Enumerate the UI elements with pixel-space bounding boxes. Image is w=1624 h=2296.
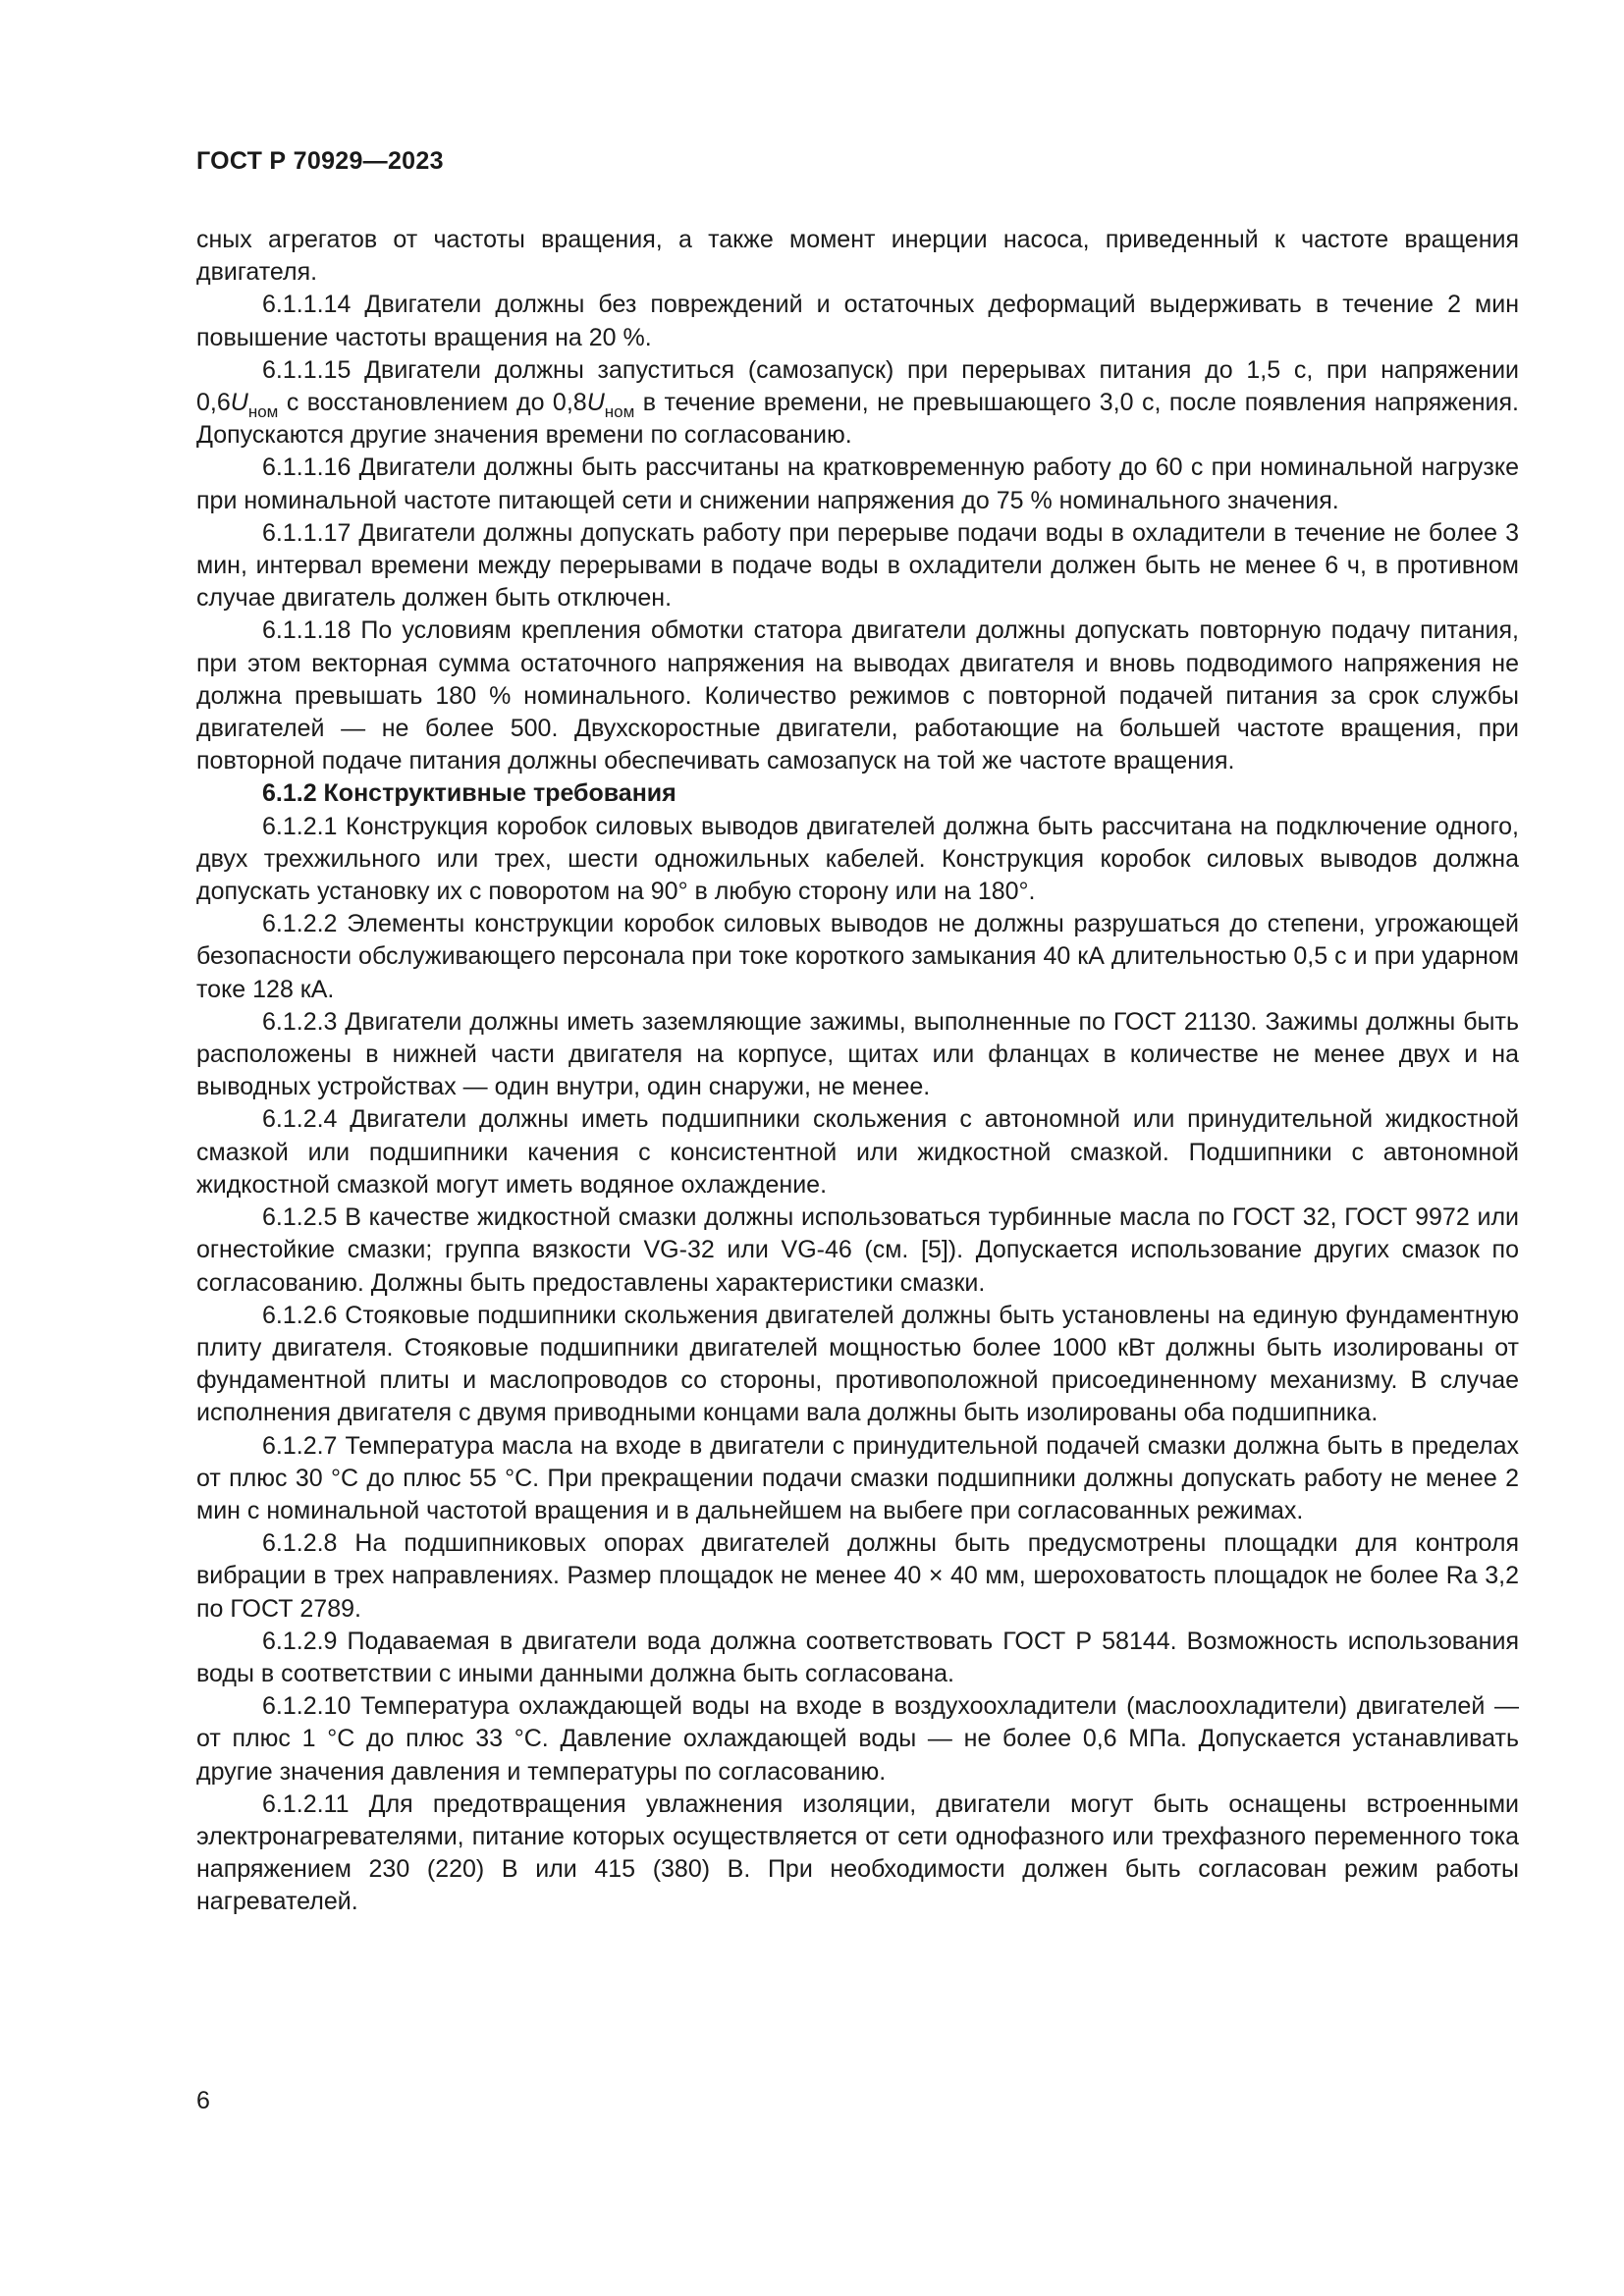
- nominal-subscript: ном: [604, 402, 635, 422]
- document-body: [196, 224, 1519, 1919]
- paragraph-6-1-1-15-part1: 6.1.1.15 Двигатели должны запуститься (самозапуск) при перерывах питания до 1,5 с, при напряжении 0,6: [196, 355, 1519, 417]
- voltage-symbol: U: [586, 389, 605, 417]
- paragraph-6-1-2-10: 6.1.2.10 Температура охлаждающей воды на входе в воздухоохладители (маслоохладители) двигателей — от плюс 1 °С до плюс 33 °С. Давление охлаждающей воды — не более 0,6 МПа. Допускается устанавливать другие значения давления и температуры по согласованию.: [196, 1692, 1519, 1786]
- paragraph-6-1-2-2: 6.1.2.2 Элементы конструкции коробок силовых выводов не должны разрушаться до степени, угрожающей безопасности обслуживающего персонала при токе короткого замыкания 40 кА длительностью 0,5 с и при ударном токе 128 кА.: [196, 910, 1519, 1003]
- paragraph-6-1-1-17: 6.1.1.17 Двигатели должны допускать работу при перерыве подачи воды в охладители в течение не более 3 мин, интервал времени между перерывами в подаче воды в охладители должен быть не менее 6 ч, в противном случае двигатель должен быть отключен.: [196, 518, 1519, 613]
- document-header: ГОСТ Р 70929—2023: [196, 147, 444, 175]
- paragraph-6-1-1-14: 6.1.1.14 Двигатели должны без повреждений и остаточных деформаций выдерживать в течение 2 мин повышение частоты вращения на 20 %.: [196, 291, 1519, 351]
- paragraph-6-1-2-1: 6.1.2.1 Конструкция коробок силовых выводов двигателей должна быть рассчитана на подключение одного, двух трехжильного или трех, шести одножильных кабелей. Конструкция коробок силовых выводов должна допускать установку их с поворотом на 90° в любую сторону или на 180°.: [196, 812, 1519, 906]
- paragraph-6-1-1-15-part3: в течение времени, не превышающего 3,0 с, после появления напряжения. Допускаются другие значения времени по согласованию.: [196, 389, 1520, 450]
- nominal-subscript: ном: [247, 402, 279, 422]
- paragraph-6-1-2-3: 6.1.2.3 Двигатели должны иметь заземляющие зажимы, выполненные по ГОСТ 21130. Зажимы должны быть расположены в нижней части двигателя на корпусе, щитах или фланцах в количестве не менее двух и на выводных устройствах — один внутри, один снаружи, не менее.: [196, 1007, 1519, 1101]
- section-heading-6-1-2: 6.1.2 Конструктивные требования: [262, 779, 677, 808]
- page-number: 6: [196, 2087, 210, 2114]
- paragraph-6-1-1-16: 6.1.1.16 Двигатели должны быть рассчитаны на кратковременную работу до 60 с при номинальной нагрузке при номинальной частоте питающей сети и снижении напряжения до 75 % номинального значения.: [196, 454, 1519, 514]
- paragraph-6-1-2-8: 6.1.2.8 На подшипниковых опорах двигателей должны быть предусмотрены площадки для контроля вибрации в трех направлениях. Размер площадок не менее 40 × 40 мм, шероховатость площадок не более Ra 3,2 по ГОСТ 2789.: [196, 1529, 1519, 1623]
- paragraph-6-1-2-7: 6.1.2.7 Температура масла на входе в двигатели с принудительной подачей смазки должна быть в пределах от плюс 30 °С до плюс 55 °С. При прекращении подачи смазки подшипники должны допускать работу не менее 2 мин с номинальной частотой вращения и в дальнейшем на выбеге при согласованных режимах.: [196, 1431, 1519, 1524]
- paragraph-6-1-1-15-part2: с восстановлением до 0,8: [278, 389, 587, 417]
- paragraph-6-1-2-11: 6.1.2.11 Для предотвращения увлажнения изоляции, двигатели могут быть оснащены встроенными электронагревателями, питание которых осуществляется от сети однофазного или трехфазного переменного тока напряжением 230 (220) В или 415 (380) В. При необходимости должен быть согласован режим работы нагревателей.: [196, 1789, 1519, 1916]
- voltage-symbol: U: [230, 389, 248, 417]
- paragraph-6-1-2-4: 6.1.2.4 Двигатели должны иметь подшипники скольжения с автономной или принудительной жидкостной смазкой или подшипники качения с консистентной или жидкостной смазкой. Подшипники с автономной жидкостной смазкой могут иметь водяное охлаждение.: [196, 1105, 1519, 1199]
- paragraph-6-1-2-9: 6.1.2.9 Подаваемая в двигатели вода должна соответствовать ГОСТ Р 58144. Возможность использования воды в соответствии с иными данными должна быть согласована.: [196, 1627, 1519, 1687]
- paragraph-6-1-2-6: 6.1.2.6 Стояковые подшипники скольжения двигателей должны быть установлены на единую фундаментную плиту двигателя. Стояковые подшипники двигателей мощностью более 1000 кВт должны быть изолированы от фундаментной плиты и маслопроводов со стороны, противоположной присоединенному механизму. В случае исполнения двигателя с двумя приводными концами вала должны быть изолированы оба подшипника.: [196, 1301, 1519, 1427]
- paragraph-6-1-1-15: [196, 354, 1519, 453]
- paragraph-6-1-1-18: 6.1.1.18 По условиям крепления обмотки статора двигатели должны допускать повторную подачу питания, при этом векторная сумма остаточного напряжения на выводах двигателя и вновь подводимого напряжения не должна превышать 180 % номинального. Количество режимов с повторной подачей питания за срок службы двигателей — не более 500. Двухскоростные двигатели, работающие на большей частоте вращения, при повторной подаче питания должны обеспечивать самозапуск на той же частоте вращения.: [196, 616, 1519, 775]
- paragraph-continuation: сных агрегатов от частоты вращения, а также момент инерции насоса, приведенный к частоте вращения двигателя.: [196, 226, 1519, 287]
- paragraph-6-1-2-5: 6.1.2.5 В качестве жидкостной смазки должны использоваться турбинные масла по ГОСТ 32, ГОСТ 9972 или огнестойкие смазки; группа вязкости VG-32 или VG-46 (см. [5]). Допускается использование других смазок по согласованию. Должны быть предоставлены характеристики смазки.: [196, 1203, 1520, 1297]
